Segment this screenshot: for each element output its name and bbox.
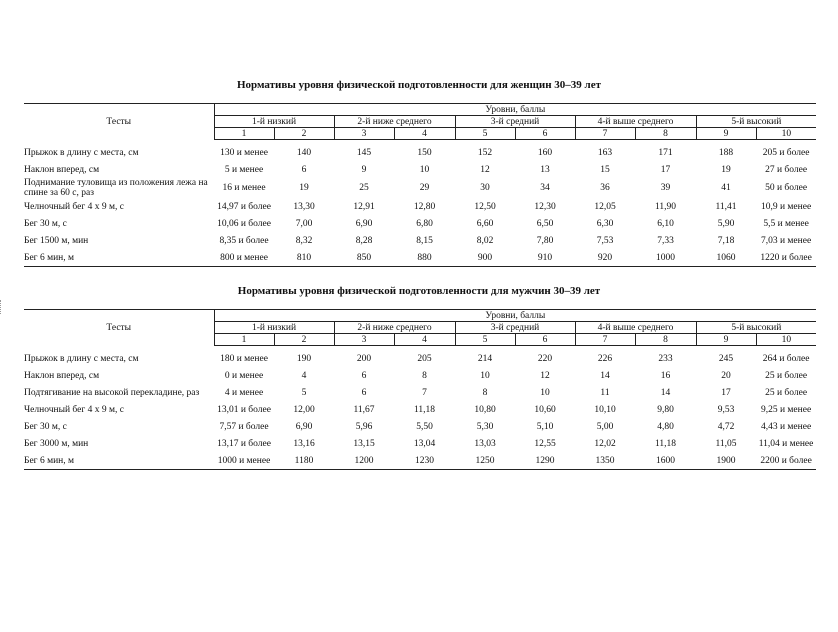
point-number: 6 [515, 334, 575, 346]
score-value: 190 [296, 353, 312, 364]
score-value: 7,53 [596, 235, 614, 246]
table-row [24, 249, 816, 267]
score-value: 1900 [696, 452, 756, 470]
score-value: 220 [537, 353, 553, 364]
level-name: 3-й средний [455, 116, 575, 128]
score-value: 14,97 и более [217, 201, 271, 212]
score-value: 15 [600, 164, 610, 175]
score-value: 8,15 [416, 235, 433, 246]
score-value: 10,60 [534, 404, 556, 415]
score-value: 810 [274, 249, 334, 267]
score-value: 29 [419, 183, 430, 193]
point-number: 5 [455, 334, 515, 346]
score-value: 920 [575, 249, 635, 267]
score-value: 5,90 [717, 218, 735, 229]
levels-header: Уровни, баллы [214, 104, 816, 116]
table-row [24, 384, 816, 401]
point-number: 2 [274, 128, 334, 140]
score-value: 10,06 и более [217, 218, 271, 229]
point-number: 5 [455, 128, 515, 140]
score-value: 5,30 [476, 421, 494, 432]
score-value: 13,04 [413, 438, 436, 449]
score-value: 12,05 [594, 201, 616, 212]
score-value: 171 [658, 147, 673, 158]
score-value: 163 [597, 147, 613, 158]
score-value: 25 и более [765, 387, 808, 398]
score-value: 12,55 [534, 438, 556, 449]
score-value: 11 [600, 387, 610, 398]
score-value: 145 [356, 147, 372, 158]
level-name: 4-й выше среднего [575, 116, 696, 128]
score-value: 900 [455, 249, 515, 267]
score-value: 1250 [455, 452, 515, 470]
score-value: 800 и менее [214, 249, 274, 267]
point-number: 3 [334, 334, 394, 346]
score-value: 10 [419, 164, 430, 175]
score-value: 8,02 [476, 235, 494, 246]
tests-header: Тесты [24, 104, 214, 140]
score-value: 11,90 [654, 201, 677, 212]
score-value: 160 [537, 147, 553, 158]
score-value: 200 [356, 353, 372, 364]
score-value: 1180 [274, 452, 334, 470]
score-value: 180 и менее [220, 353, 268, 364]
level-name: 1-й низкий [214, 322, 334, 334]
point-number: 10 [756, 128, 816, 140]
score-value: 12 [540, 370, 550, 381]
score-value: 10,10 [594, 404, 616, 415]
level-name: 2-й ниже среднего [334, 322, 455, 334]
score-value: 1350 [575, 452, 635, 470]
score-value: 264 и более [762, 353, 810, 364]
score-value: 6,60 [476, 218, 494, 229]
men-rows [24, 346, 816, 470]
point-number: 9 [696, 128, 756, 140]
score-value: 14 [600, 370, 610, 381]
score-value: 6,10 [657, 218, 674, 229]
score-value: 6,90 [295, 421, 313, 432]
score-value: 245 [718, 353, 734, 364]
score-value: 205 и более [762, 147, 810, 158]
score-value: 34 [540, 183, 550, 193]
score-value: 9,53 [717, 404, 735, 415]
table-row [24, 144, 816, 161]
score-value: 25 [359, 183, 369, 193]
score-value: 7,57 и более [219, 421, 269, 432]
table-row [24, 452, 816, 470]
score-value: 13,15 [353, 438, 375, 449]
score-value: 130 и менее [220, 147, 268, 158]
score-value: 205 [417, 353, 432, 364]
score-value: 13,01 и более [217, 404, 271, 415]
score-value: 50 и более [765, 183, 808, 193]
score-value: 233 [658, 353, 673, 364]
score-value: 27 и более [765, 164, 808, 175]
score-value: 150 [417, 147, 432, 158]
score-value: 7,03 и менее [760, 235, 812, 246]
score-value: 5 [301, 387, 307, 398]
score-value: 1220 и более [756, 249, 816, 267]
score-value: 12,50 [474, 201, 496, 212]
score-value: 6 [361, 387, 367, 398]
score-value: 11,04 и менее [758, 438, 814, 449]
test-name: Челночный бег 4 х 9 м, с [24, 404, 124, 415]
score-value: 6,50 [536, 218, 554, 229]
level-name: 1-й низкий [214, 116, 334, 128]
test-name: Прыжок в длину с места, см [24, 353, 139, 364]
point-number: 3 [334, 128, 394, 140]
score-value: 12,02 [594, 438, 616, 449]
level-name: 2-й ниже среднего [334, 116, 455, 128]
score-value: 16 [660, 370, 671, 381]
point-number: 9 [696, 334, 756, 346]
score-value: 5 и менее [224, 164, 264, 175]
table-row [24, 418, 816, 435]
score-value: 880 [394, 249, 455, 267]
score-value: 188 [718, 147, 734, 158]
score-value: 9,80 [657, 404, 674, 415]
score-value: 6 [361, 370, 367, 381]
score-value: 12,80 [413, 201, 436, 212]
test-name: Поднимание туловища из положения лежа на спине за 60 с, раз [24, 178, 208, 198]
table-row [24, 350, 816, 367]
test-name: Прыжок в длину с места, см [24, 147, 139, 158]
score-value: 1600 [635, 452, 696, 470]
test-name: Подтягивание на высокой перекладине, раз [24, 387, 200, 398]
score-value: 14 [660, 387, 671, 398]
score-value: 5,10 [536, 421, 554, 432]
score-value: 910 [515, 249, 575, 267]
score-value: 36 [600, 183, 610, 193]
score-value: 41 [721, 183, 731, 193]
score-value: 19 [721, 164, 731, 175]
score-value: 9,25 и менее [760, 404, 812, 415]
test-name: Бег 30 м, с [24, 218, 67, 229]
men-norms-table [24, 309, 816, 470]
score-value: 6,30 [596, 218, 614, 229]
score-value: 25 и более [765, 370, 808, 381]
score-value: 1000 [635, 249, 696, 267]
table-row [24, 367, 816, 384]
score-value: 30 [480, 183, 490, 193]
point-number: 1 [214, 128, 274, 140]
level-name: 5-й высокий [696, 322, 816, 334]
point-number: 4 [394, 128, 455, 140]
score-value: 214 [477, 353, 493, 364]
score-value: 5,96 [355, 421, 373, 432]
point-number: 1 [214, 334, 274, 346]
score-value: 2200 и более [756, 452, 816, 470]
score-value: 8 [482, 387, 488, 398]
women-table-title: Нормативы уровня физической подготовленности для женщин 30–39 лет [236, 79, 602, 91]
table-row [24, 215, 816, 232]
test-name: Бег 1500 м, мин [24, 235, 89, 246]
score-value: 19 [299, 183, 309, 193]
score-value: 226 [597, 353, 613, 364]
point-number: 10 [756, 334, 816, 346]
score-value: 4,72 [717, 421, 735, 432]
table-row [24, 198, 816, 215]
score-value: 12 [480, 164, 490, 175]
point-number: 7 [575, 128, 635, 140]
score-value: 10,9 и менее [760, 201, 812, 212]
point-number: 7 [575, 334, 635, 346]
point-number: 8 [635, 128, 696, 140]
score-value: 6 [301, 164, 307, 175]
level-name: 4-й выше среднего [575, 322, 696, 334]
score-value: 152 [477, 147, 493, 158]
score-value: 12,91 [353, 201, 375, 212]
point-number: 4 [394, 334, 455, 346]
level-name: 3-й средний [455, 322, 575, 334]
score-value: 8,35 и более [219, 235, 269, 246]
test-name: Бег 6 мин, м [24, 452, 214, 470]
score-value: 7 [422, 387, 427, 398]
score-value: 17 [721, 387, 731, 398]
score-value: 17 [660, 164, 671, 175]
score-value: 10,80 [474, 404, 496, 415]
score-value: 11,05 [715, 438, 737, 449]
women-norms-table [24, 103, 816, 267]
score-value: 1290 [515, 452, 575, 470]
score-value: 9 [361, 164, 367, 175]
score-value: 1230 [394, 452, 455, 470]
table-row [24, 401, 816, 418]
score-value: 7,33 [657, 235, 674, 246]
table-row [24, 435, 816, 452]
score-value: 13,30 [293, 201, 315, 212]
score-value: 7,00 [295, 218, 313, 229]
score-value: 8,28 [355, 235, 373, 246]
score-value: 11,67 [353, 404, 375, 415]
test-name: Бег 3000 м, мин [24, 438, 89, 449]
test-name: Бег 30 м, с [24, 421, 67, 432]
score-value: 5,50 [416, 421, 433, 432]
test-name: Челночный бег 4 х 9 м, с [24, 201, 124, 212]
score-value: 39 [660, 183, 671, 193]
score-value: 850 [334, 249, 394, 267]
score-value: 13,03 [474, 438, 496, 449]
score-value: 8 [422, 370, 427, 381]
point-number: 8 [635, 334, 696, 346]
score-value: 4,43 и менее [760, 421, 812, 432]
test-name: Бег 6 мин, м [24, 249, 214, 267]
score-value: 5,00 [596, 421, 614, 432]
score-value: 4 и менее [224, 387, 264, 398]
score-value: 1060 [696, 249, 756, 267]
page-edge-mark [0, 300, 4, 314]
score-value: 6,90 [355, 218, 373, 229]
women-rows [24, 140, 816, 267]
score-value: 10 [540, 387, 550, 398]
score-value: 1000 и менее [214, 452, 274, 470]
score-value: 4,80 [657, 421, 674, 432]
table-row [24, 232, 816, 249]
score-value: 20 [721, 370, 731, 381]
score-value: 8,32 [295, 235, 313, 246]
score-value: 1200 [334, 452, 394, 470]
table-row [24, 178, 816, 198]
score-value: 13 [540, 164, 550, 175]
point-number: 6 [515, 128, 575, 140]
tests-header: Тесты [24, 310, 214, 346]
score-value: 13,16 [293, 438, 315, 449]
test-name: Наклон вперед, см [24, 370, 100, 381]
score-value: 5,5 и менее [763, 218, 809, 229]
score-value: 4 [301, 370, 307, 381]
score-value: 7,80 [536, 235, 554, 246]
score-value: 0 и менее [224, 370, 264, 381]
score-value: 6,80 [416, 218, 433, 229]
point-number: 2 [274, 334, 334, 346]
score-value: 140 [296, 147, 312, 158]
score-value: 13,17 и более [217, 438, 271, 449]
score-value: 10 [480, 370, 490, 381]
score-value: 11,18 [413, 404, 436, 415]
score-value: 11,18 [654, 438, 677, 449]
test-name: Наклон вперед, см [24, 164, 100, 175]
levels-header: Уровни, баллы [214, 310, 816, 322]
score-value: 16 и менее [222, 183, 266, 193]
men-table-title: Нормативы уровня физической подготовленности для мужчин 30–39 лет [237, 285, 601, 297]
score-value: 12,30 [534, 201, 556, 212]
score-value: 11,41 [715, 201, 737, 212]
score-value: 12,00 [293, 404, 315, 415]
table-row [24, 161, 816, 178]
level-name: 5-й высокий [696, 116, 816, 128]
score-value: 7,18 [717, 235, 735, 246]
